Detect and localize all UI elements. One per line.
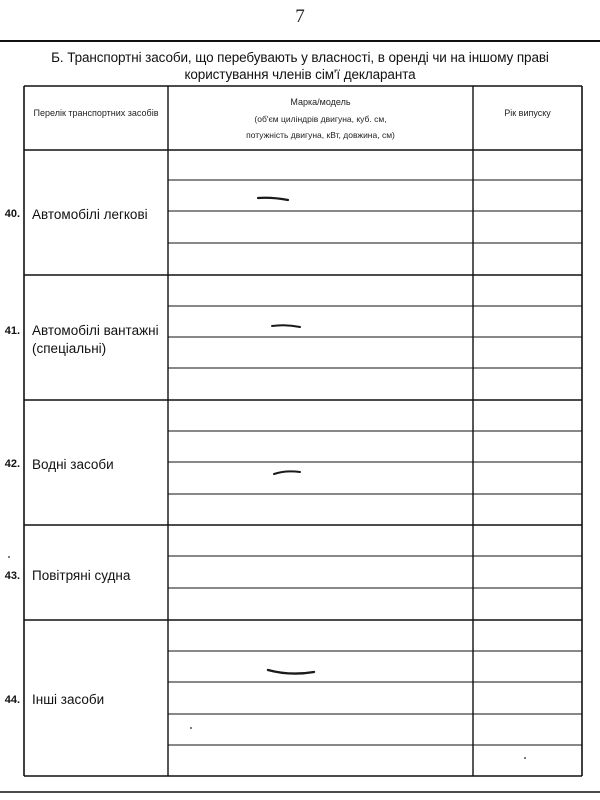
section-title: Б. Транспортні засоби, що перебувають у власності, в оренді чи на іншому праві bbox=[51, 50, 549, 65]
row-label-water-vehicles: Водні засоби bbox=[32, 457, 114, 472]
row-number: 40. bbox=[4, 208, 20, 220]
row-label-trucks: Автомобілі вантажні bbox=[32, 323, 159, 338]
page-number: 7 bbox=[295, 6, 305, 27]
section-title-continued: користування членів сім'ї декларанта bbox=[184, 67, 416, 82]
header-brand-note: (об'єм циліндрів двигуна, куб. см, bbox=[254, 114, 387, 124]
handwritten-entry bbox=[256, 185, 292, 205]
header-year: Рік випуску bbox=[504, 108, 551, 118]
row-number: 44. bbox=[4, 694, 20, 706]
scan-speck bbox=[8, 556, 10, 558]
row-number: 41. bbox=[4, 325, 20, 337]
row-label-aircraft: Повітряні судна bbox=[32, 568, 131, 583]
scan-speck bbox=[190, 727, 192, 729]
row-label-trucks-note: (спеціальні) bbox=[32, 341, 107, 356]
row-label-passenger-cars: Автомобілі легкові bbox=[32, 207, 148, 222]
row-label-other-vehicles: Інші засоби bbox=[32, 692, 105, 707]
scan-speck bbox=[524, 757, 526, 759]
row-number: 42. bbox=[4, 458, 20, 470]
row-number: 43. bbox=[4, 570, 20, 582]
handwritten-entry bbox=[272, 464, 304, 480]
handwritten-entry bbox=[266, 664, 316, 682]
header-brand-model: Марка/модель bbox=[290, 97, 351, 107]
header-brand-note-continued: потужність двигуна, кВт, довжина, см) bbox=[246, 130, 395, 140]
handwritten-entry bbox=[270, 316, 302, 334]
header-vehicle-list: Перелік транспортних засобів bbox=[33, 108, 159, 118]
